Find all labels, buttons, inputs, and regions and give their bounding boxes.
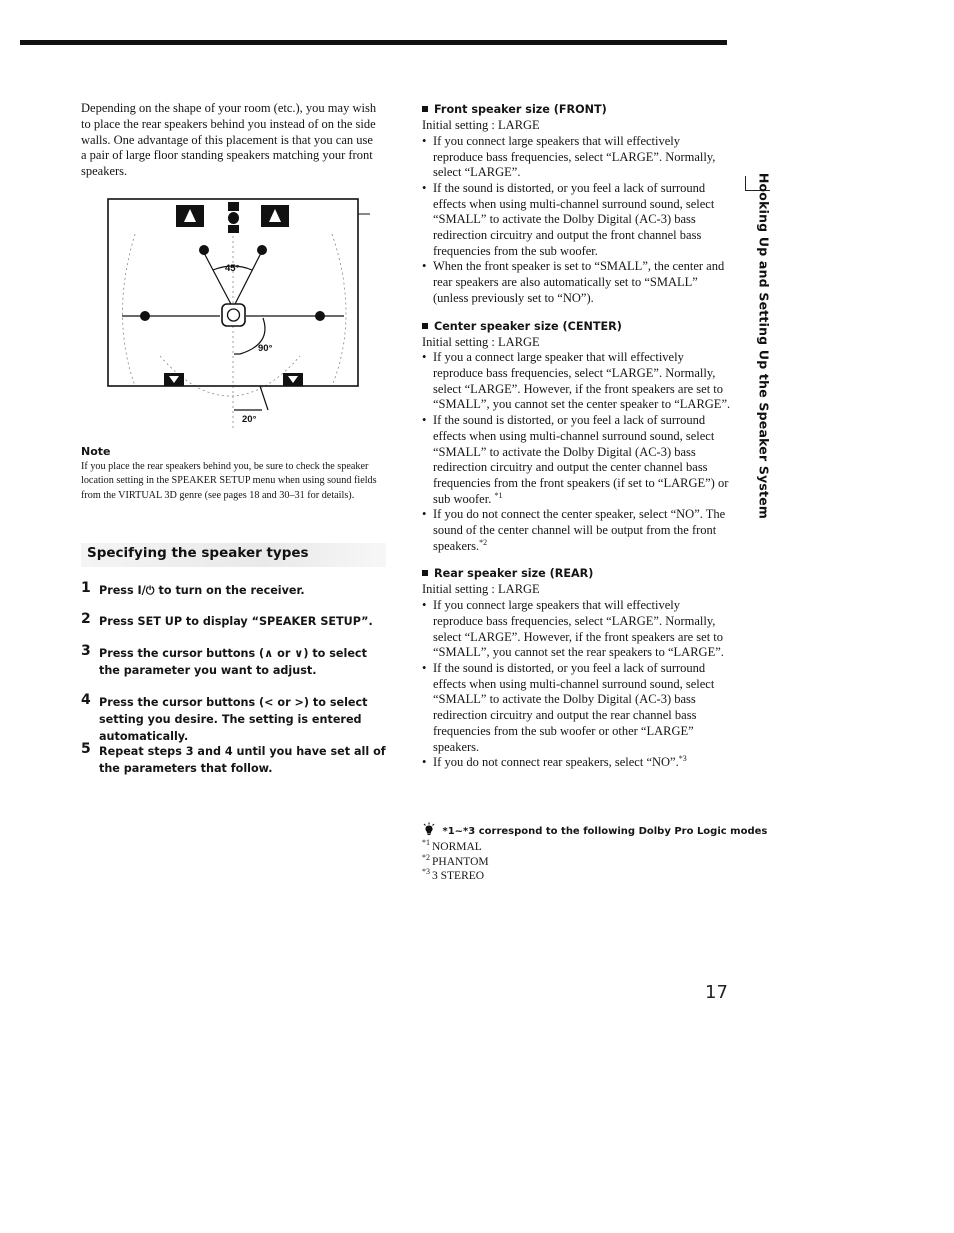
front-initial: Initial setting : LARGE [422, 118, 540, 132]
top-rule [20, 40, 727, 45]
center-bullet-2: • If the sound is distorted, or you feel a lack of surround effects when using multi-channel surround sound, select “SMALL” to activate the Dolby Digital (AC-3) bass redirection circuitry and output the center channel bass frequencies from the front speakers (if set to “LARGE”) or sub woofer. $^{*1}$ [422, 413, 732, 507]
rear-bullet-2: • If the sound is distorted, or you feel a lack of surround effects when using multi-channel surround sound, select “SMALL” to activate the Dolby Digital (AC-3) bass redirection circuitry and output the rear channel bass frequencies from the sub woofer or other “LARGE” speakers. [422, 661, 732, 755]
side-tab [734, 172, 794, 520]
center-heading: Center speaker size (CENTER) [422, 319, 732, 335]
center-bullet-3: • If you do not connect the center speaker, select “NO”. The sound of the center channel will be output from the front speakers.$^{*2}$ [422, 507, 732, 554]
front-bullet-1: • If you connect large speakers that will effectively reproduce bass frequencies, select “LARGE”. Normally, select “LARGE”. [422, 134, 732, 181]
step-5: 5 Repeat steps 3 and 4 until you have set all of the parameters that follow. [81, 741, 386, 775]
tip-list [422, 840, 489, 884]
front-bullet-3: • When the front speaker is set to “SMALL”, the center and rear speakers are also automatically set to “SMALL” (unless previously set to “NO”). [422, 259, 732, 306]
angle-front-label: 45° [225, 263, 240, 274]
step-1: 1 Press I/⏻ to turn on the receiver. [81, 580, 305, 597]
tip-item-3: $^{*3}$ 3 STEREO [422, 867, 485, 882]
rear-heading: Rear speaker size (REAR) [422, 566, 732, 582]
page-number: 17 [705, 982, 728, 1003]
rear-bullets [422, 598, 732, 771]
angle-side-label: 90° [258, 343, 273, 354]
angle-rear-label: 20° [242, 414, 257, 425]
rear-initial: Initial setting : LARGE [422, 582, 540, 597]
section-heading-text: Specifying the speaker types [87, 545, 309, 561]
listener-icon [222, 304, 245, 326]
intro-paragraph: Depending on the shape of your room (etc.), you may wish to place the rear speakers behind you instead of on the side walls. One advantage of this placement is that you can use a pair of large floor standing speakers matching your front speakers. [81, 101, 377, 179]
section-heading [81, 540, 386, 570]
side-tab-label: Hooking Up and Setting Up the Speaker System [756, 172, 772, 520]
front-bullet-2: • If the sound is distorted, or you feel a lack of surround effects when using multi-channel surround sound, select “SMALL” to activate the Dolby Digital (AC-3) bass redirection circuitry and output the front channel bass frequencies from the sub woofer. [422, 181, 732, 260]
step-2: 2 Press SET UP to display “SPEAKER SETUP”. [81, 611, 373, 628]
step-3: 3 Press the cursor buttons (∧ or ∨) to select the parameter you want to adjust. [81, 643, 367, 677]
tip-heading: *1~*3 correspond to the following Dolby Pro Logic modes [422, 822, 767, 837]
tip-item-2: $^{*2}$ PHANTOM [422, 852, 489, 868]
tip-item-1: $^{*1}$ NORMAL [422, 838, 482, 853]
front-bullets [422, 134, 732, 307]
center-speaker [228, 202, 239, 211]
speaker-placement-diagram [100, 196, 380, 436]
right-column [422, 102, 732, 771]
rear-bullet-1: • If you connect large speakers that will effectively reproduce bass frequencies, select “LARGE”. Normally, select “LARGE”. However, if the front speakers are set to “SMALL”, you cannot set the rear speakers to “LARGE”. [422, 598, 732, 661]
lightbulb-icon [422, 822, 436, 836]
center-bullets [422, 350, 732, 554]
center-bullet-1: • If you a connect large speaker that will effectively reproduce bass frequencies, select “LARGE”. Normally, select “LARGE”. However, if the front speakers are set to “SMALL”, you cannot set the center speaker to “LARGE”. [422, 350, 732, 413]
note-title: Note [81, 445, 111, 458]
front-heading: Front speaker size (FRONT) [422, 102, 732, 118]
center-initial: Initial setting : LARGE [422, 334, 540, 349]
step-4: 4 Press the cursor buttons (< or >) to select setting you desire. The setting is entered automatically. [81, 692, 368, 743]
note-body: If you place the rear speakers behind you, be sure to check the speaker location setting in the SPEAKER SETUP menu when using sound fields from the VIRTUAL 3D genre (see pages 18 and 30–31 for details). [81, 461, 377, 501]
rear-bullet-3: • If you do not connect rear speakers, select “NO”.$^{*3}$ [422, 755, 732, 771]
